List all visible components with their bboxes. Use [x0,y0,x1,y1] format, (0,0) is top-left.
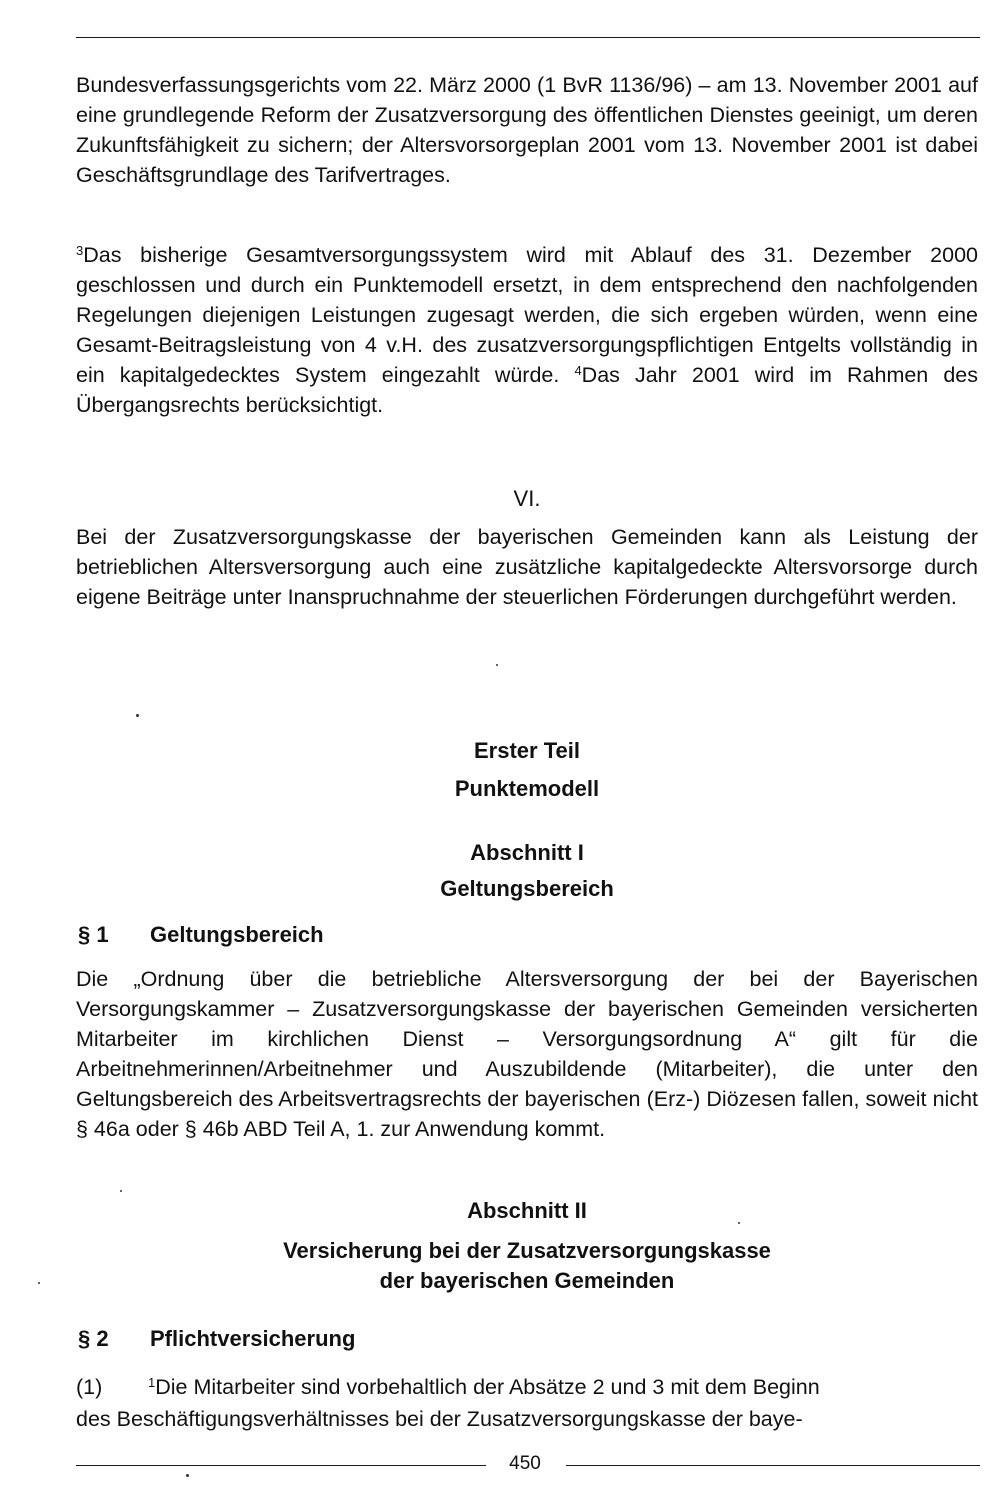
top-rule [76,37,980,38]
roman-heading: VI. [513,486,541,511]
sentence-4: Das Jahr 2001 wird im Rahmen des Übergangsrechts berücksichtigt. [76,363,978,417]
para-2-title: Pflichtversicherung [150,1326,356,1351]
scan-speck [186,1474,189,1477]
section-2-heading: Abschnitt II [467,1198,587,1223]
section-1-subheading: Geltungsbereich [440,876,614,901]
scan-speck [136,714,139,717]
footer-rule-left [76,1465,486,1466]
para-1-number: § 1 [78,922,109,947]
para-2-number: § 2 [78,1326,109,1351]
scan-speck [496,664,498,666]
footnote-marker-4: 4 [574,363,582,378]
para-2-text-line1-content: Die Mitarbeiter sind vorbehaltlich der Absätze 2 und 3 mit dem Beginn [155,1375,820,1399]
intro-paragraph-1: Bundesverfassungsgerichts vom 22. März 2000 (1 BvR 1136/96) – am 13. November 2001 auf eine grundlegende Reform der Zusatzversorgung des öffentlichen Dienstes geeinigt, um deren Zukunftsfähigkeit zu sichern; der Altersvorsorgeplan 2001 vom 13. November 2001 ist dabei Geschäftsgrundlage des Tarifvertrages. [76,73,978,187]
para-2-abs-number: (1) [76,1375,103,1399]
section-1-heading: Abschnitt I [470,840,584,865]
para-2-text-line2: des Beschäftigungsverhältnisses bei der Zusatzversorgungskasse der baye- [76,1407,803,1431]
scan-speck [120,1190,122,1192]
para-2-text-line1 [148,1372,978,1402]
paragraph-vi: Bei der Zusatzversorgungskasse der bayerischen Gemeinden kann als Leistung der betrieblichen Altersversorgung auch eine zusätzliche kapitalgedeckte Altersvorsorge durch eigene Beiträge unter Inanspruchnahme der steuerlichen Förderungen durchgeführt werden. [76,525,978,609]
footer-rule-right [566,1465,980,1466]
sentence-marker-1: 1 [148,1375,156,1390]
section-2-subheading-line1: Versicherung bei der Zusatzversorgungskasse [283,1238,771,1263]
section-2-subheading-line2: der bayerischen Gemeinden [379,1268,675,1293]
scan-speck [38,1282,40,1284]
sentence-3: Das bisherige Gesamtversorgungssystem wird mit Ablauf des 31. Dezember 2000 geschlossen und durch ein Punktemodell ersetzt, in dem entsprechend den nachfolgenden Regelungen diejenigen Leistungen zugesagt werden, die sich ergeben würden, wenn eine Gesamt-Beitragsleistung von 4 v.H. des zusatzversorgungspflichtigen Entgelts vollständig in ein kapitalgedecktes System eingezahlt würde. [76,243,978,387]
part-heading: Erster Teil [474,738,580,763]
page-number: 450 [509,1453,541,1474]
scan-speck [738,1222,740,1224]
para-1-title: Geltungsbereich [150,922,324,947]
para-1-text: Die „Ordnung über die betriebliche Altersversorgung der bei der Bayerischen Versorgungskammer – Zusatzversorgungskasse der bayerischen Gemeinden versicherten Mitarbeiter im kirchlichen Dienst – Versorgungsordnung A“ gilt für die Arbeitnehmerinnen/Arbeitnehmer und Auszubildende (Mitarbeiter), die unter den Geltungsbereich des Arbeitsvertragsrechts der bayerischen (Erz-) Diözesen fallen, soweit nicht § 46a oder § 46b ABD Teil A, 1. zur Anwendung kommt. [76,967,978,1141]
footnote-marker-3: 3 [76,243,84,258]
intro-paragraph-2 [76,240,978,420]
part-subheading: Punktemodell [454,776,600,801]
